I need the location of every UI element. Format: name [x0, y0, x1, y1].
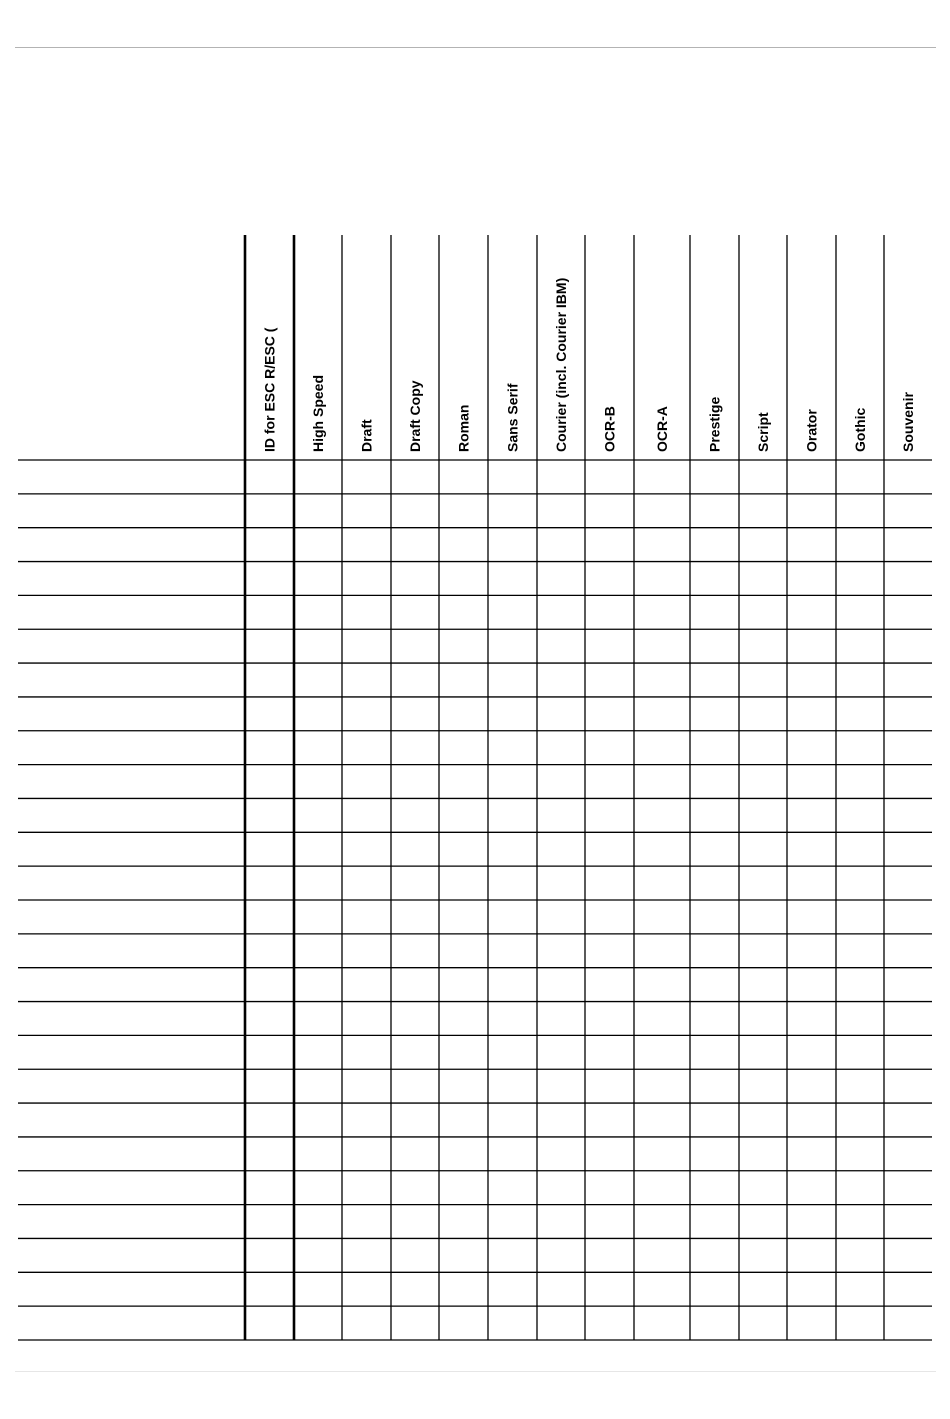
column-header: Prestige: [706, 396, 723, 452]
column-header: Gothic: [852, 407, 868, 452]
column-header: Roman: [455, 404, 472, 452]
bottom-rule: [15, 1371, 936, 1372]
column-header: Courier (incl. Courier IBM): [553, 277, 569, 452]
column-header: High Speed: [310, 374, 326, 452]
column-header: Draft Copy: [407, 380, 423, 452]
column-header: ID for ESC R/ESC (: [261, 327, 278, 452]
column-header: Souvenir: [900, 392, 916, 452]
column-header: Script: [755, 412, 771, 452]
table-grid-lines: [18, 235, 932, 1340]
column-header: OCR-B: [601, 406, 618, 452]
column-header: Draft: [358, 419, 375, 452]
table-header: [262, 278, 917, 452]
column-header: Orator: [803, 409, 820, 452]
column-header: OCR-A: [654, 406, 670, 452]
column-header: Sans Serif: [504, 383, 521, 452]
